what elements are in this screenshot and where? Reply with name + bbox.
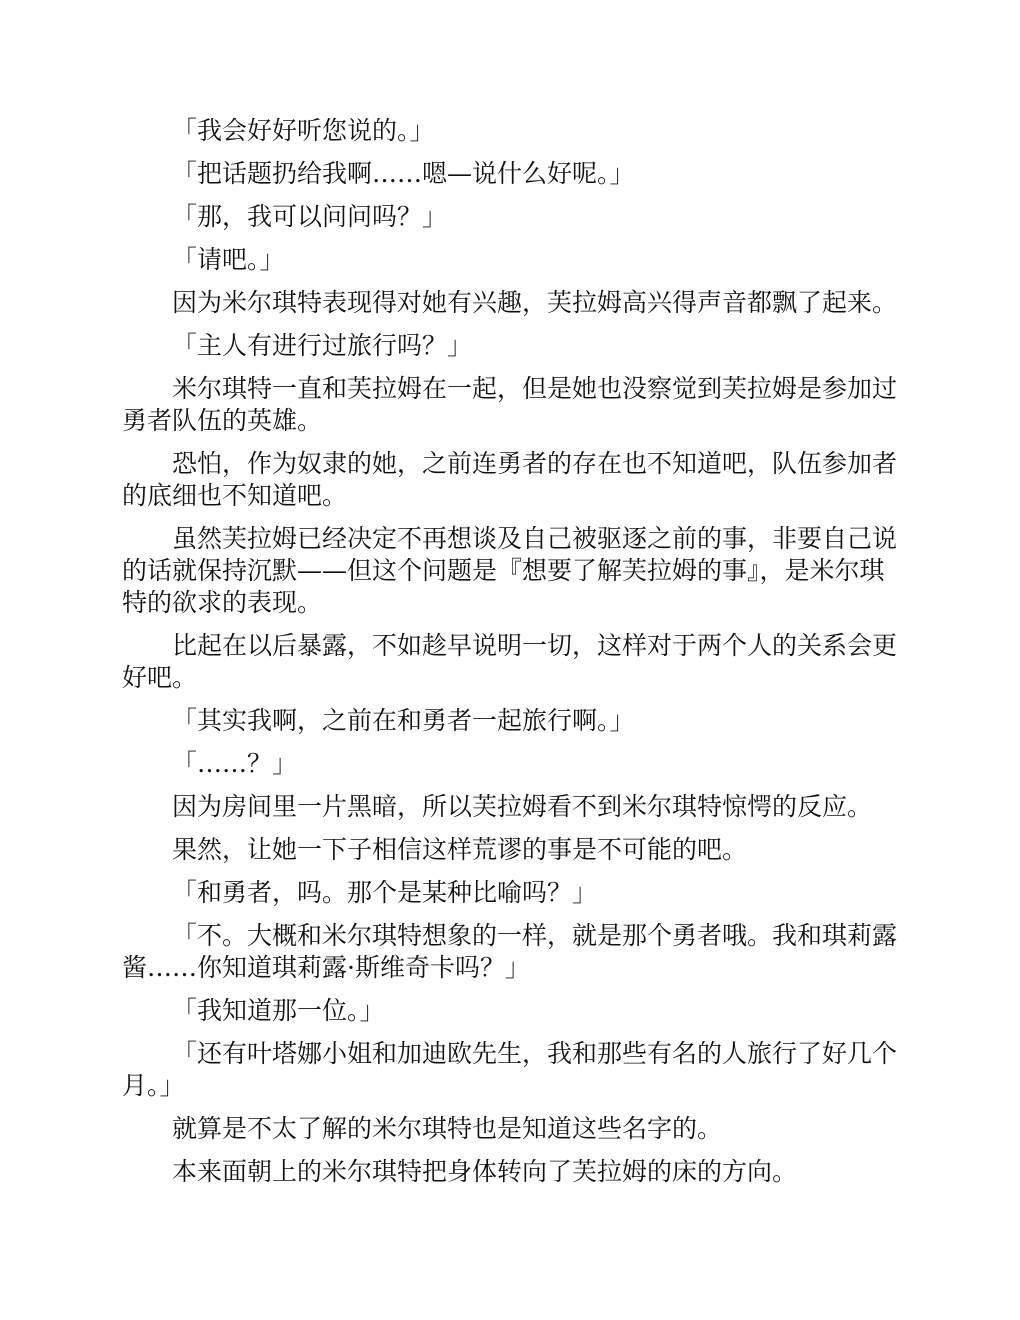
paragraph: 米尔琪特一直和芙拉姆在一起，但是她也没察觉到芙拉姆是参加过勇者队伍的英雄。 [122,374,898,435]
paragraph: 因为房间里一片黑暗，所以芙拉姆看不到米尔琪特惊愕的反应。 [172,792,873,821]
paragraph: 「请吧。」 [172,245,285,274]
body-text [122,115,898,1199]
paragraph: 「其实我啊，之前在和勇者一起旅行啊。」 [172,706,635,735]
paragraph: 因为米尔琪特表现得对她有兴趣，芙拉姆高兴得声音都飘了起来。 [172,288,898,317]
paragraph: 「我知道那一位。」 [172,996,385,1025]
paragraph: 「主人有进行过旅行吗？」 [172,331,473,360]
paragraph: 「把话题扔给我啊……嗯—说什么好呢。」 [172,159,635,188]
paragraph: 「那，我可以问问吗？」 [172,202,448,231]
paragraph: 比起在以后暴露，不如趁早说明一切，这样对于两个人的关系会更好吧。 [122,631,898,692]
paragraph: 「我会好好听您说的。」 [172,116,435,145]
paragraph: 「还有叶塔娜小姐和加迪欧先生，我和那些有名的人旅行了好几个月。」 [122,1039,898,1100]
paragraph: 「和勇者，吗。那个是某种比喻吗？」 [172,878,598,907]
paragraph: 就算是不太了解的米尔琪特也是知道这些名字的。 [172,1114,723,1143]
paragraph: 「……？」 [172,749,298,778]
paragraph: 恐怕，作为奴隶的她，之前连勇者的存在也不知道吧，队伍参加者的底细也不知道吧。 [122,449,898,510]
paragraph: 本来面朝上的米尔琪特把身体转向了芙拉姆的床的方向。 [172,1157,798,1186]
paragraph: 「不。大概和米尔琪特想象的一样，就是那个勇者哦。我和琪莉露酱……你知道琪莉露·斯维奇卡吗？」 [122,921,898,982]
paragraph: 虽然芙拉姆已经决定不再想谈及自己被驱逐之前的事，非要自己说的话就保持沉默——但这个问题是『想要了解芙拉姆的事』，是米尔琪特的欲求的表现。 [122,524,898,617]
paragraph: 果然，让她一下子相信这样荒谬的事是不可能的吧。 [172,835,748,864]
